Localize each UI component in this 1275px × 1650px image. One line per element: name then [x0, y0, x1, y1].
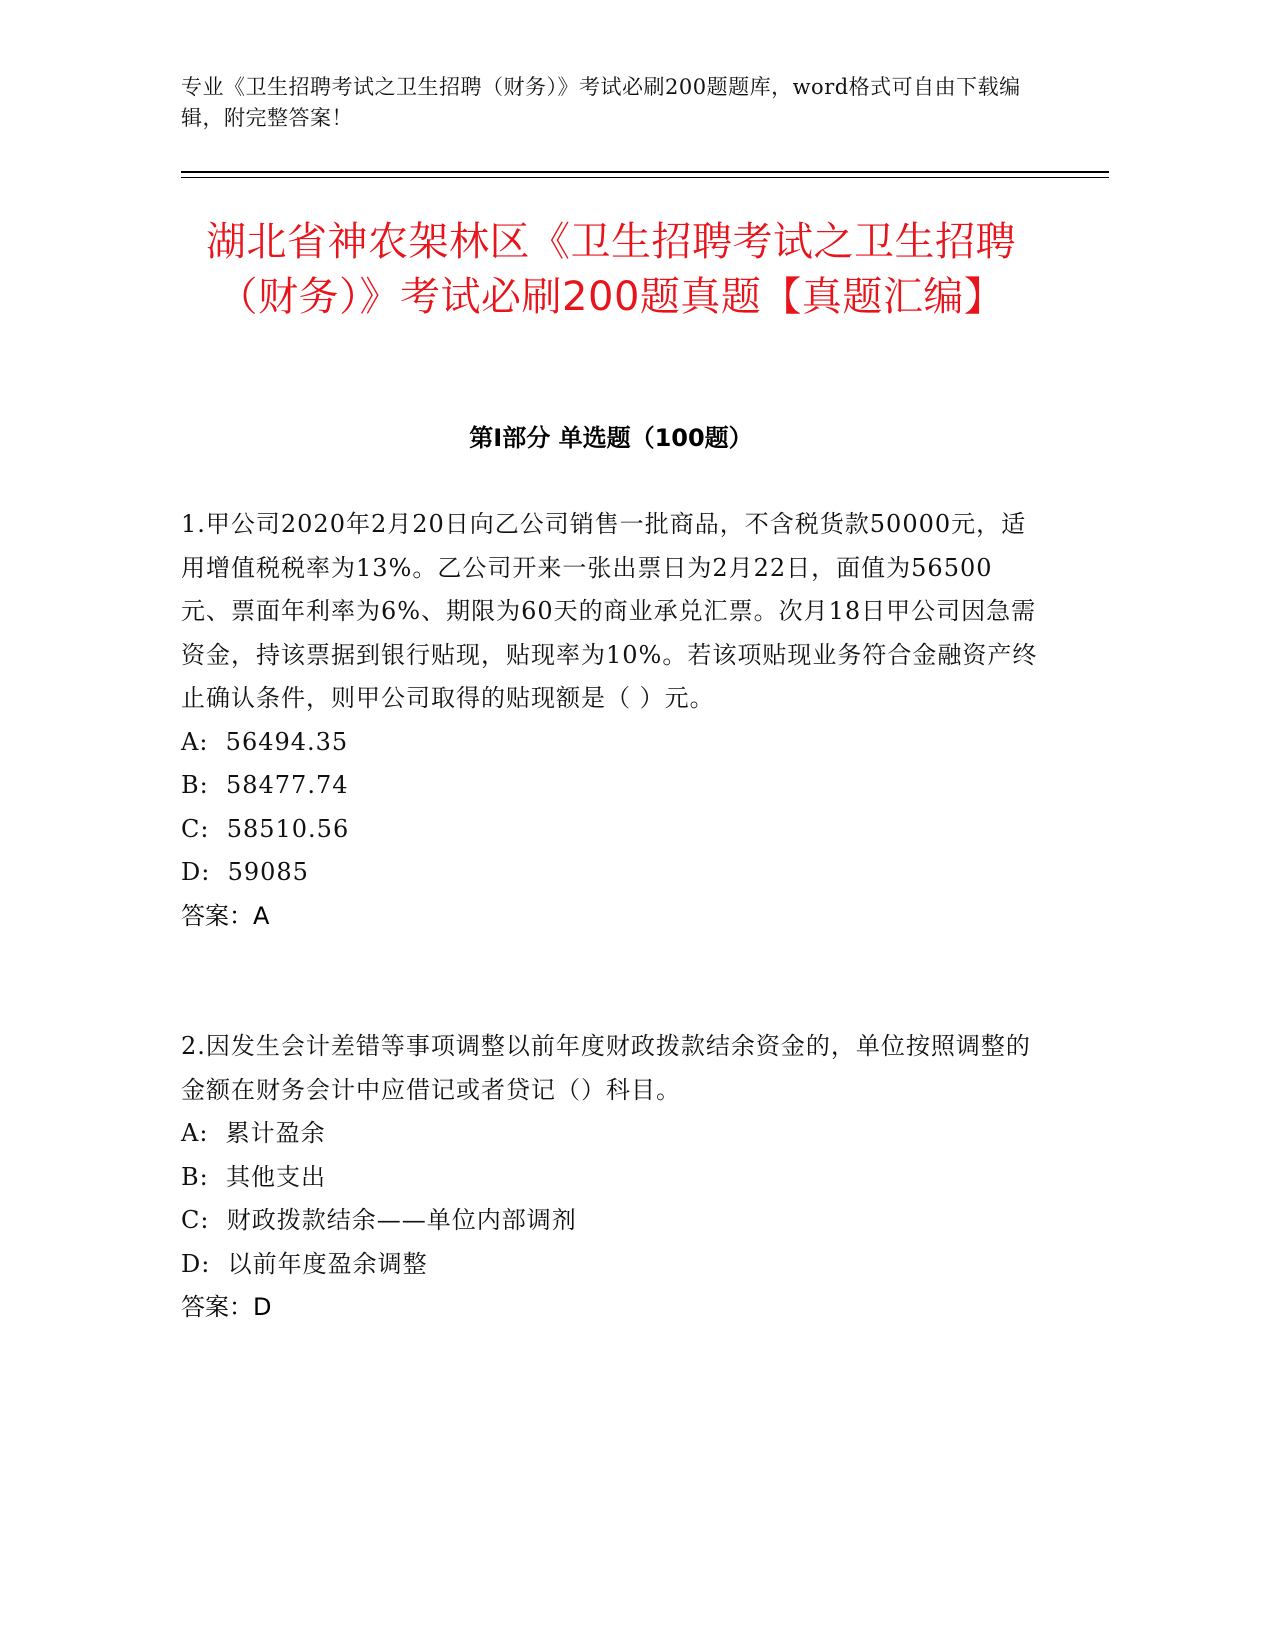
question-stem: 2.因发生会计差错等事项调整以前年度财政拨款结余资金的，单位按照调整的金额在财务会计中应借记或者贷记（）科目。 — [181, 1032, 1031, 1104]
answer: 答案：D — [181, 1293, 272, 1321]
option-b: B: 其他支出 — [181, 1162, 326, 1191]
option-a: A: 56494.35 — [181, 727, 349, 756]
option-d: D: 59085 — [181, 858, 309, 886]
question-2 — [181, 1025, 1041, 1330]
answer: 答案：A — [181, 901, 270, 930]
header-rule-thin — [181, 177, 1109, 178]
document-title: 湖北省神农架林区《卫生招聘考试之卫生招聘（财务）》考试必刷200题真题【真题汇编】 — [206, 219, 1016, 320]
section-title: 第I部分 单选题（100题） — [469, 424, 753, 452]
header-rule-thick — [181, 171, 1109, 173]
option-c: C: 财政拨款结余——单位内部调剂 — [181, 1206, 577, 1234]
header-note: 专业《卫生招聘考试之卫生招聘（财务）》考试必刷200题题库，word格式可自由下载编辑，附完整答案！ — [181, 75, 1021, 130]
option-c: C: 58510.56 — [181, 814, 350, 843]
option-a: A: 累计盈余 — [181, 1119, 326, 1147]
option-d: D: 以前年度盈余调整 — [181, 1249, 428, 1278]
question-1 — [181, 503, 1041, 938]
option-b: B: 58477.74 — [181, 771, 349, 799]
question-stem: 1.甲公司2020年2月20日向乙公司销售一批商品，不含税货款50000元，适用增值税税率为13%。乙公司开来一张出票日为2月22日，面值为56500元、票面年利率为6%、期限为60天的商业承兑汇票。次月18日甲公司因急需资金，持该票据到银行贴现，贴现率为10%。若该项贴现业务符合金融资产终止确认条件，则甲公司取得的贴现额是（ ）元。 — [181, 510, 1038, 712]
